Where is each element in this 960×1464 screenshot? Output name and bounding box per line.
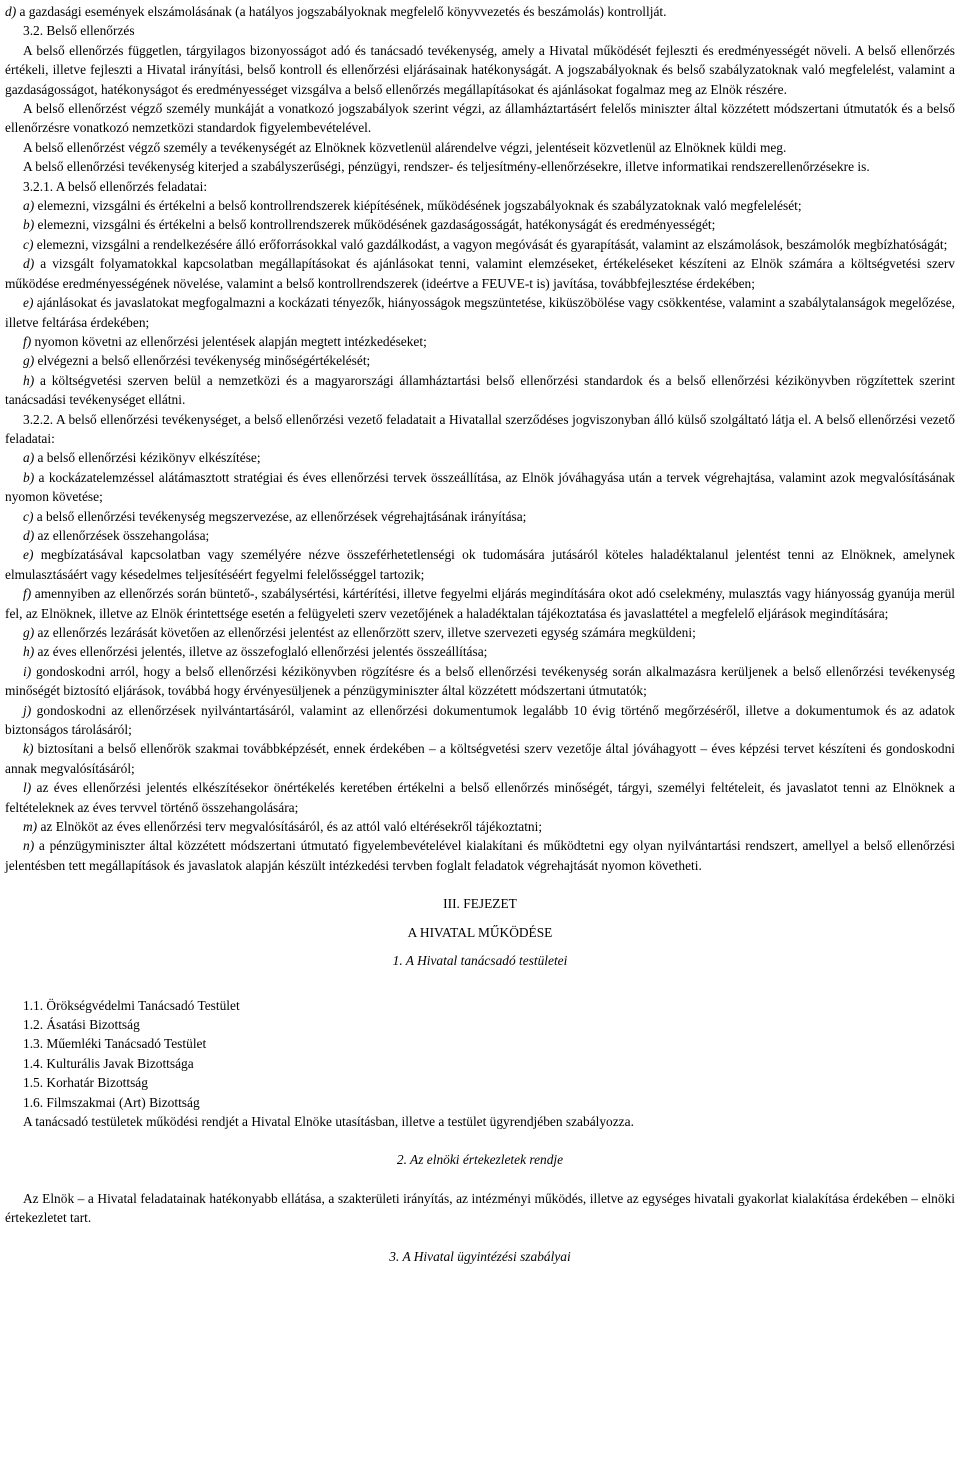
item-text: az ellenőrzés lezárását követően az ellenőrzési jelentést az ellenőrzött szerv, illetve szervezeti egység számára megküldeni;: [34, 625, 696, 640]
task-list-3-2-1: [5, 196, 955, 409]
list-item: [5, 701, 955, 740]
list-item: [5, 642, 955, 661]
item-text: elemezni, vizsgálni és értékelni a belső kontrollrendszerek kiépítésének, működésének jogszabályoknak és szabályzatoknak való megfelelését;: [34, 198, 802, 214]
item-label: a): [23, 198, 35, 214]
list-item: 1.3. Műemléki Tanácsadó Testület: [23, 1036, 207, 1052]
paragraph-internal-audit-4: A belső ellenőrzési tevékenység kiterjed a szabályszerűségi, pénzügyi, rendszer- és teljesítmény-ellenőrzésekre, illetve informatikai rendszerellenőrzésekre is.: [23, 159, 870, 175]
item-label: l): [23, 780, 32, 796]
item-label: a): [23, 450, 35, 466]
item-text: gondoskodni az ellenőrzések nyilvántartásáról, valamint az ellenőrzési dokumentumok legalább 10 évig történő megőrzéséről, illetve a dokumentumok és az adatok biztonságos tárolásáról;: [5, 702, 955, 738]
item-text: elvégezni a belső ellenőrzési tevékenység minőségértékelését;: [34, 353, 371, 369]
list-item: [5, 584, 955, 623]
paragraph-d-item: [5, 2, 955, 21]
list-item: 1.5. Korhatár Bizottság: [23, 1075, 148, 1091]
item-text: nyomon követni az ellenőrzési jelentések alapján megtett intézkedéseket;: [31, 333, 427, 349]
list-item: [5, 836, 955, 875]
item-label: f): [23, 586, 32, 602]
item-text: az Elnököt az éves ellenőrzési terv megvalósításáról, és az attól való eltérésekről tájékoztatni;: [37, 819, 543, 835]
item-label: e): [23, 295, 34, 311]
item-label: d): [23, 527, 35, 543]
list-item: 1.6. Filmszakmai (Art) Bizottság: [23, 1094, 200, 1110]
section-heading-3-2-2: 3.2.2. A belső ellenőrzési tevékenységet, a belső ellenőrzési vezető feladatait a Hivatallal szerződéses jogviszonyban álló külső szolgáltató látja el. A belső ellenőrzési vezető feladatai:: [5, 411, 955, 446]
paragraph-internal-audit-2: A belső ellenőrzést végző személy munkáját a vonatkozó jogszabályok szerint végzi, az államháztartásért felelős miniszter által közzétett módszertani útmutatók és a belső ellenőrzésre vonatkozó nemzetközi standardok figyelembevételével.: [5, 101, 955, 136]
list-item: [5, 196, 955, 215]
item-text: elemezni, vizsgálni és értékelni a belső kontrollrendszerek működésének gazdaságosságát, hatékonyságát és eredményességét;: [34, 217, 716, 233]
item-text: ajánlásokat és javaslatokat megfogalmazni a kockázati tényezők, hiányosságok megszüntetése, kiküszöbölése vagy csökkentése, valamint a szabálytalanságok megelőzése, illetve feltárása érdekében;: [5, 295, 955, 330]
section-title-advisory-bodies: 1. A Hivatal tanácsadó testületei: [392, 953, 568, 969]
item-label: b): [23, 469, 35, 485]
item-text: megbízatásával kapcsolatban vagy személyére nézve összeférhetetlenségi ok tudomására jutásáról köteles haladéktalanul jelentést tenni az Elnöknek, amelynek elmulasztásáért vagy késedelmes teljesítéséért fegyelmi felelősséggel tartozik;: [5, 547, 955, 582]
list-item: [5, 293, 955, 332]
item-text: az éves ellenőrzési jelentés, illetve az összefoglaló ellenőrzési jelentés összeállítása;: [34, 644, 488, 660]
paragraph-internal-audit-3: A belső ellenőrzést végző személy a tevékenységét az Elnöknek közvetlenül alárendelve végzi, jelentéseit közvetlenül az Elnöknek küldi meg.: [23, 139, 787, 155]
item-text: a belső ellenőrzési tevékenység megszervezése, az ellenőrzések végrehajtásának irányítása;: [33, 508, 527, 524]
list-item: [5, 507, 955, 526]
list-item: [5, 351, 955, 370]
list-item: [5, 371, 955, 410]
item-text: a pénzügyminiszter által közzétett módszertani útmutató figyelembevételével kialakítani és működtetni egy olyan nyilvántartási rendszert, amellyel a belső ellenőrzési jelentésben tett megállapítások és javaslatok alapján készült intézkedési tervben foglalt feladatok végrehajtását nyomon követheti.: [5, 838, 955, 873]
item-text: gondoskodni arról, hogy a belső ellenőrzési kézikönyvben rögzítésre és a belső ellenőrzési tevékenység során alkalmazásra kerüljenek a belső ellenőrzési tevékenység minőségét biztosító eljárások, továbbá hogy érvényesüljenek a pénzügyminiszter által közzétett módszertani útmutatók;: [5, 663, 955, 699]
list-item: [5, 235, 955, 254]
item-text: biztosítani a belső ellenőrök szakmai továbbképzését, ennek érdekében – a költségvetési szerv vezetője által jóváhagyott – éves képzési tervet készíteni és gondoskodni annak megvalósításáról;: [5, 741, 955, 776]
list-item: [5, 623, 955, 642]
item-text: a belső ellenőrzési kézikönyv elkészítése;: [34, 450, 261, 466]
list-item: [5, 545, 955, 584]
list-item: 1.4. Kulturális Javak Bizottsága: [23, 1055, 194, 1071]
item-label: g): [23, 353, 35, 369]
chapter-title: A HIVATAL MŰKÖDÉSE: [407, 924, 553, 940]
item-label: h): [23, 644, 35, 660]
paragraph-president-meetings: Az Elnök – a Hivatal feladatainak hatékonyabb ellátása, a szakterületi irányítás, az intézményi működés, illetve az egységes hivatali gyakorlat kialakítása érdekében – elnöki értekezletet tart.: [5, 1190, 955, 1226]
item-text: elemezni, vizsgálni a rendelkezésére álló erőforrásokkal való gazdálkodást, a vagyon megóvását és gyarapítását, valamint az elszámolások, beszámolók megbízhatóságát;: [33, 236, 948, 252]
item-label: h): [23, 372, 35, 388]
item-label: d): [5, 4, 17, 19]
paragraph-advisory-bodies: A tanácsadó testületek működési rendjét a Hivatal Elnöke utasításban, illetve a testület ügyrendjében szabályozza.: [23, 1113, 634, 1129]
item-label: c): [23, 508, 34, 524]
item-label: j): [23, 702, 32, 718]
item-text: a gazdasági események elszámolásának (a hatályos jogszabályoknak megfelelő könyvvezetés és beszámolás) kontrollját.: [16, 4, 667, 19]
section-title-procedure-rules: 3. A Hivatal ügyintézési szabályai: [389, 1248, 571, 1264]
section-title-president-meetings: 2. Az elnöki értekezletek rendje: [396, 1152, 564, 1168]
item-label: m): [23, 819, 38, 835]
section-heading-3-2-1: 3.2.1. A belső ellenőrzés feladatai:: [23, 178, 208, 194]
item-text: az ellenőrzések összehangolása;: [34, 527, 210, 543]
paragraph-internal-audit-1: A belső ellenőrzés független, tárgyilagos bizonyosságot adó és tanácsadó tevékenység, amely a Hivatal működését fejleszti és eredményességét növeli. A belső ellenőrzés értékeli, illetve fejleszti a Hivatal irányítási, belső kontroll és ellenőrzési eljárásainak hatékonyságát. A jogszabályoknak és belső szabályzatoknak való megfelelést, valamint a gazdaságosságot, hatékonyságot és eredményességet vizsgálva a belső ellenőrzés megállapításokat és ajánlásokat fogalmaz meg az Elnök részére.: [5, 42, 955, 97]
item-text: az éves ellenőrzési jelentés elkészítésekor önértékelés keretében értékelni a belső ellenőrzés minőségét, tárgyi, személyi feltételeit, és javaslatot tenni az Elnöknek a feltételeknek az éves tervvel történő összehangolására;: [5, 780, 955, 815]
section-heading-3-2: 3.2. Belső ellenőrzés: [23, 23, 135, 39]
item-text: amennyiben az ellenőrzés során büntető-, szabálysértési, kártérítési, illetve fegyelmi eljárás megindítására okot adó cselekmény, mulasztás vagy hiányosság gyanúja merül fel, az Elnöknek, illetve az Elnök érintettsége esetén a felügyeleti szerv vezetőjének a haladéktalan tájékoztatása és javaslattétel a megfelelő eljárások megindítására;: [5, 586, 955, 621]
item-label: c): [23, 236, 34, 252]
item-label: f): [23, 333, 32, 349]
list-item: 1.2. Ásatási Bizottság: [23, 1016, 140, 1032]
list-item: 1.1. Örökségvédelmi Tanácsadó Testület: [23, 997, 240, 1013]
list-item: [5, 778, 955, 817]
item-text: a költségvetési szerven belül a nemzetközi és a magyarországi államháztartási belső ellenőrzési standardok és a belső ellenőrzési kézikönyvben rögzítettek szerint tanácsadási tevékenységet ellátni.: [5, 372, 955, 408]
item-label: d): [23, 256, 35, 272]
item-label: b): [23, 217, 35, 233]
task-list-3-2-2: [5, 448, 955, 875]
list-item: [5, 215, 955, 234]
list-item: [5, 739, 955, 778]
item-label: i): [23, 663, 32, 679]
chapter-number: III. FEJEZET: [443, 896, 517, 912]
list-item: [5, 448, 955, 467]
list-item: [5, 526, 955, 545]
item-text: a vizsgált folyamatokkal kapcsolatban megállapításokat és ajánlásokat tenni, valamint elemzéseket, értékeléseket készíteni az Elnök számára a költségvetési szerv működése eredményességének növelése, valamint a belső kontrollrendszerek (ideértve a FEUVE-t is) javítása, továbbfejlesztése érdekében;: [5, 256, 955, 291]
item-label: n): [23, 838, 35, 854]
list-item: [5, 332, 955, 351]
advisory-body-list: [5, 996, 955, 1112]
item-label: g): [23, 625, 35, 640]
list-item: [5, 468, 955, 507]
item-label: k): [23, 741, 34, 757]
list-item: [5, 254, 955, 293]
list-item: [5, 662, 955, 701]
list-item: [5, 817, 955, 836]
item-text: a kockázatelemzéssel alátámasztott stratégiai és éves ellenőrzési tervek összeállítása, az Elnök jóváhagyása után a tervek végrehajtása, valamint azok megvalósításának nyomon követése;: [5, 469, 955, 505]
item-label: e): [23, 547, 34, 563]
